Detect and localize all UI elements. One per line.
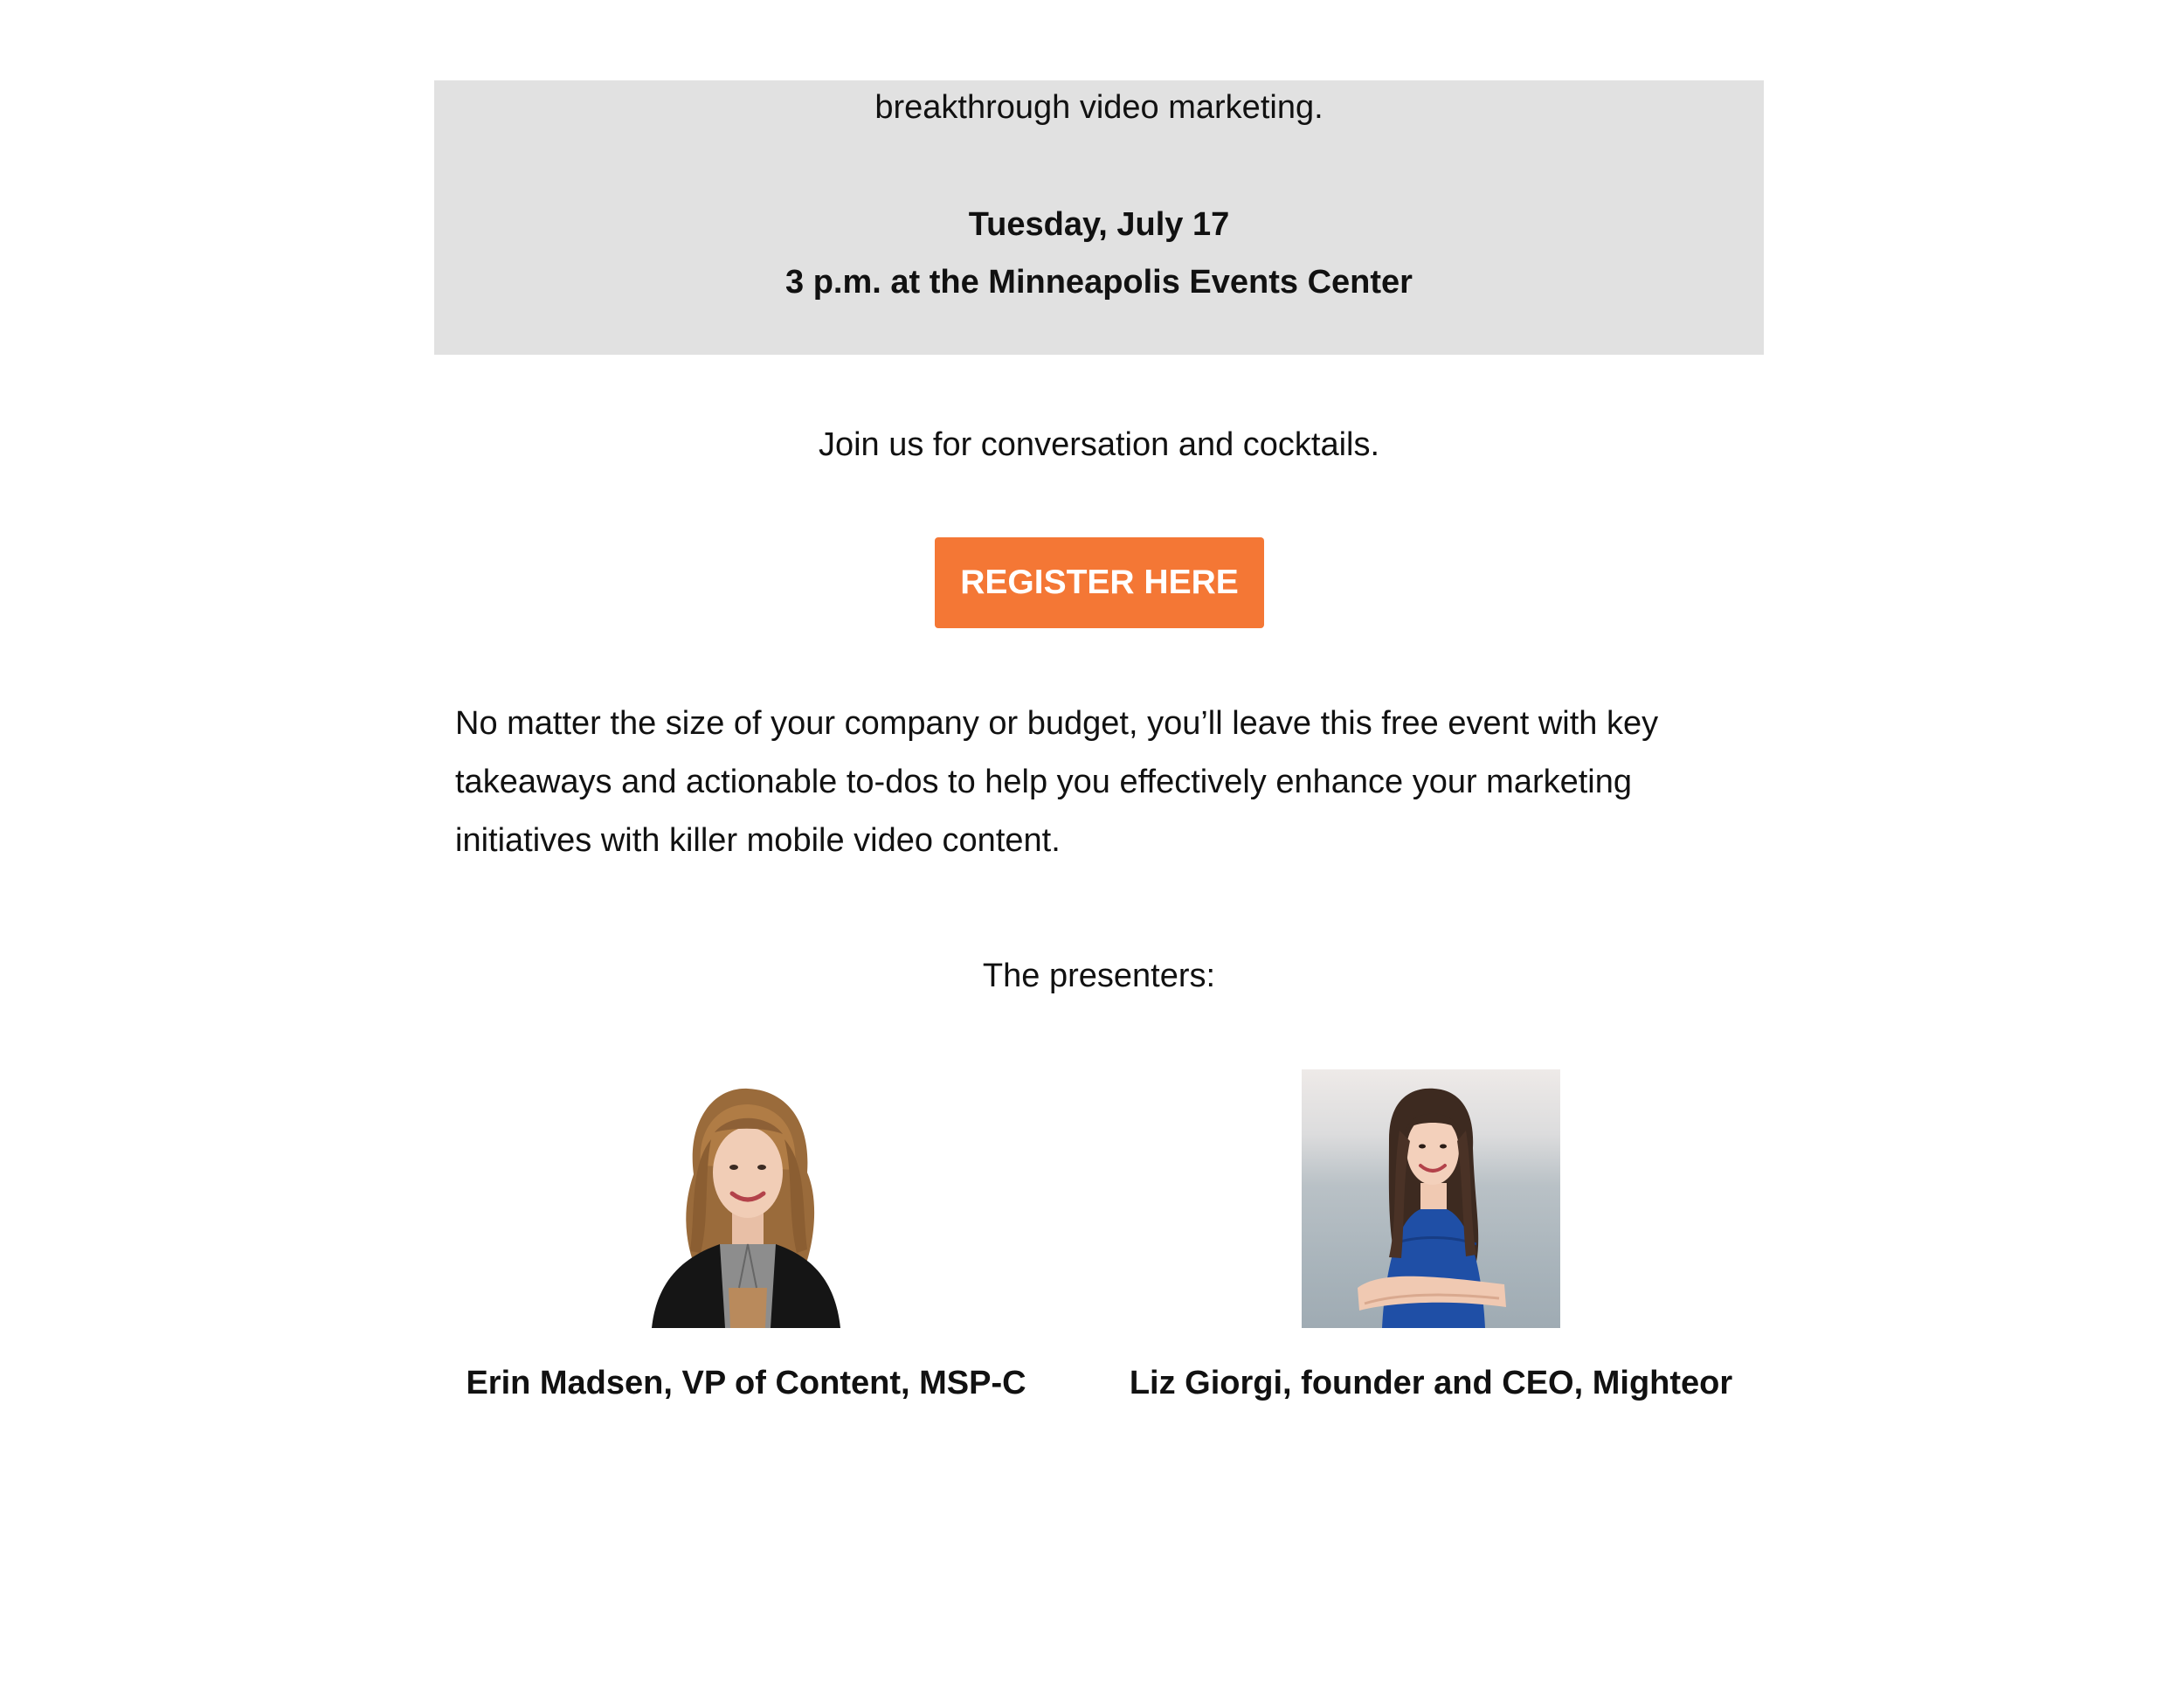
- event-date: Tuesday, July 17: [968, 206, 1230, 243]
- presenter-card-erin: [434, 1069, 1058, 1403]
- presenters-heading: The presenters:: [982, 958, 1216, 994]
- presenter-photo-liz: [1302, 1069, 1560, 1328]
- event-description: No matter the size of your company or budget, you’ll leave this free event with key takeaways and actionable to-dos to help you effectively enhance your marketing initiatives with killer mobile video content.: [455, 705, 1659, 859]
- presenter-photo-erin: [617, 1069, 875, 1328]
- event-time-location: 3 p.m. at the Minneapolis Events Center: [785, 264, 1413, 301]
- presenter-card-liz: [1098, 1069, 1764, 1403]
- presenter-name-erin: Erin Madsen, VP of Content, MSP-C: [466, 1365, 1026, 1401]
- presenter-name-liz: Liz Giorgi, founder and CEO, Mighteor: [1129, 1365, 1733, 1401]
- register-button[interactable]: REGISTER HERE: [935, 537, 1264, 628]
- join-invitation-text: Join us for conversation and cocktails.: [818, 426, 1380, 463]
- event-hero-panel: [434, 80, 1764, 355]
- hero-intro-text: breakthrough video marketing.: [874, 89, 1324, 126]
